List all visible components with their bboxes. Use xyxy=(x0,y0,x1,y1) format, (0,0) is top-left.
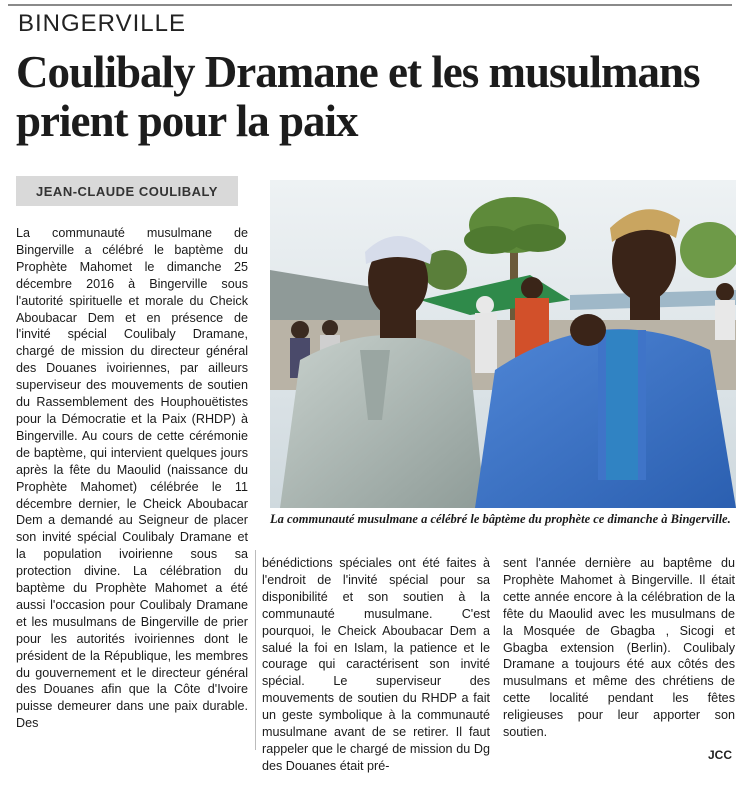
byline: JEAN-CLAUDE COULIBALY xyxy=(36,183,218,199)
byline-box xyxy=(16,176,238,206)
section-label: BINGERVILLE xyxy=(18,10,186,37)
headline: Coulibaly Dramane et les musulmans prient pour la paix xyxy=(16,47,700,146)
raised-fist xyxy=(570,314,606,346)
article-column-3: sent l'année dernière au baptême du Prophète Mahomet à Bingerville. Il était cette année encore à la célébration de la fête du Maoulid avec les musulmans de la Mosquée de Gbagba , Sicogi et Gbagba extension (Berlin). Coulibaly Dramane a toujours été aux côtés des musulmans et même des chrétiens de cette localité pendant les fêtes religieuses pour leur apporter son soutien. xyxy=(503,556,735,740)
column-divider xyxy=(255,550,256,750)
photo-illustration xyxy=(270,180,736,508)
article-photo xyxy=(270,180,736,508)
photo-caption: La communauté musulmane a célébré le bâptème du prophète ce dimanche à Bingerville. xyxy=(270,512,731,526)
author-signature: JCC xyxy=(707,748,732,762)
top-rule xyxy=(8,4,732,6)
article-column-1: La communauté musulmane de Bingerville a célébré le baptème du Prophète Mahomet le dimanche 25 décembre 2016 à Bingerville sous l'autorité spirituelle et morale du Cheick Aboubacar Dem et en présence de l'invité spécial Coulibaly Dramane, chargé de mission du directeur général des Douanes ivoiriennes, par ailleurs superviseur des mouvements de soutien du Rassemblement des Houphouëtistes pour la Démocratie et la Paix (RHDP) à Bingerville. Au cours de cette cérémonie de baptème, qui intervient quelques jours après la fête du Maoulid (naissance du Prophète Mahomet) célébrée le 11 décembre dernier, le Cheick Aboubacar Dem a demandé au Seigneur de placer son invité spécial Coulibaly Dramane et la population ivoirienne sous sa protection divine. La célébration du baptème du Prophète Mahomet a été aussi l'occasion pour Coulibaly Dramane et les musulmans de Bingerville de prier pour les autorités ivoiriennes dont le président de la République, les membres du gouvernement et le directeur général des Douanes afin que la Côte d'Ivoire puisse demeurer dans une paix durable. Des xyxy=(16,226,248,731)
article-column-2: bénédictions spéciales ont été faites à l'endroit de l'invité spécial pour sa disponibilité et son soutien à la communauté musulmane. C'est pourquoi, le Cheick Aboubacar Dem a salué la foi en Islam, la patience et le courage qui caractérisent son invité spécial. Le superviseur des mouvements de soutien du RHDP a fait un geste symbolique à la communauté musulmane avant de se retirer. Il faut rappeler que le chargé de mission du Dg des Douanes était pré- xyxy=(262,556,490,773)
